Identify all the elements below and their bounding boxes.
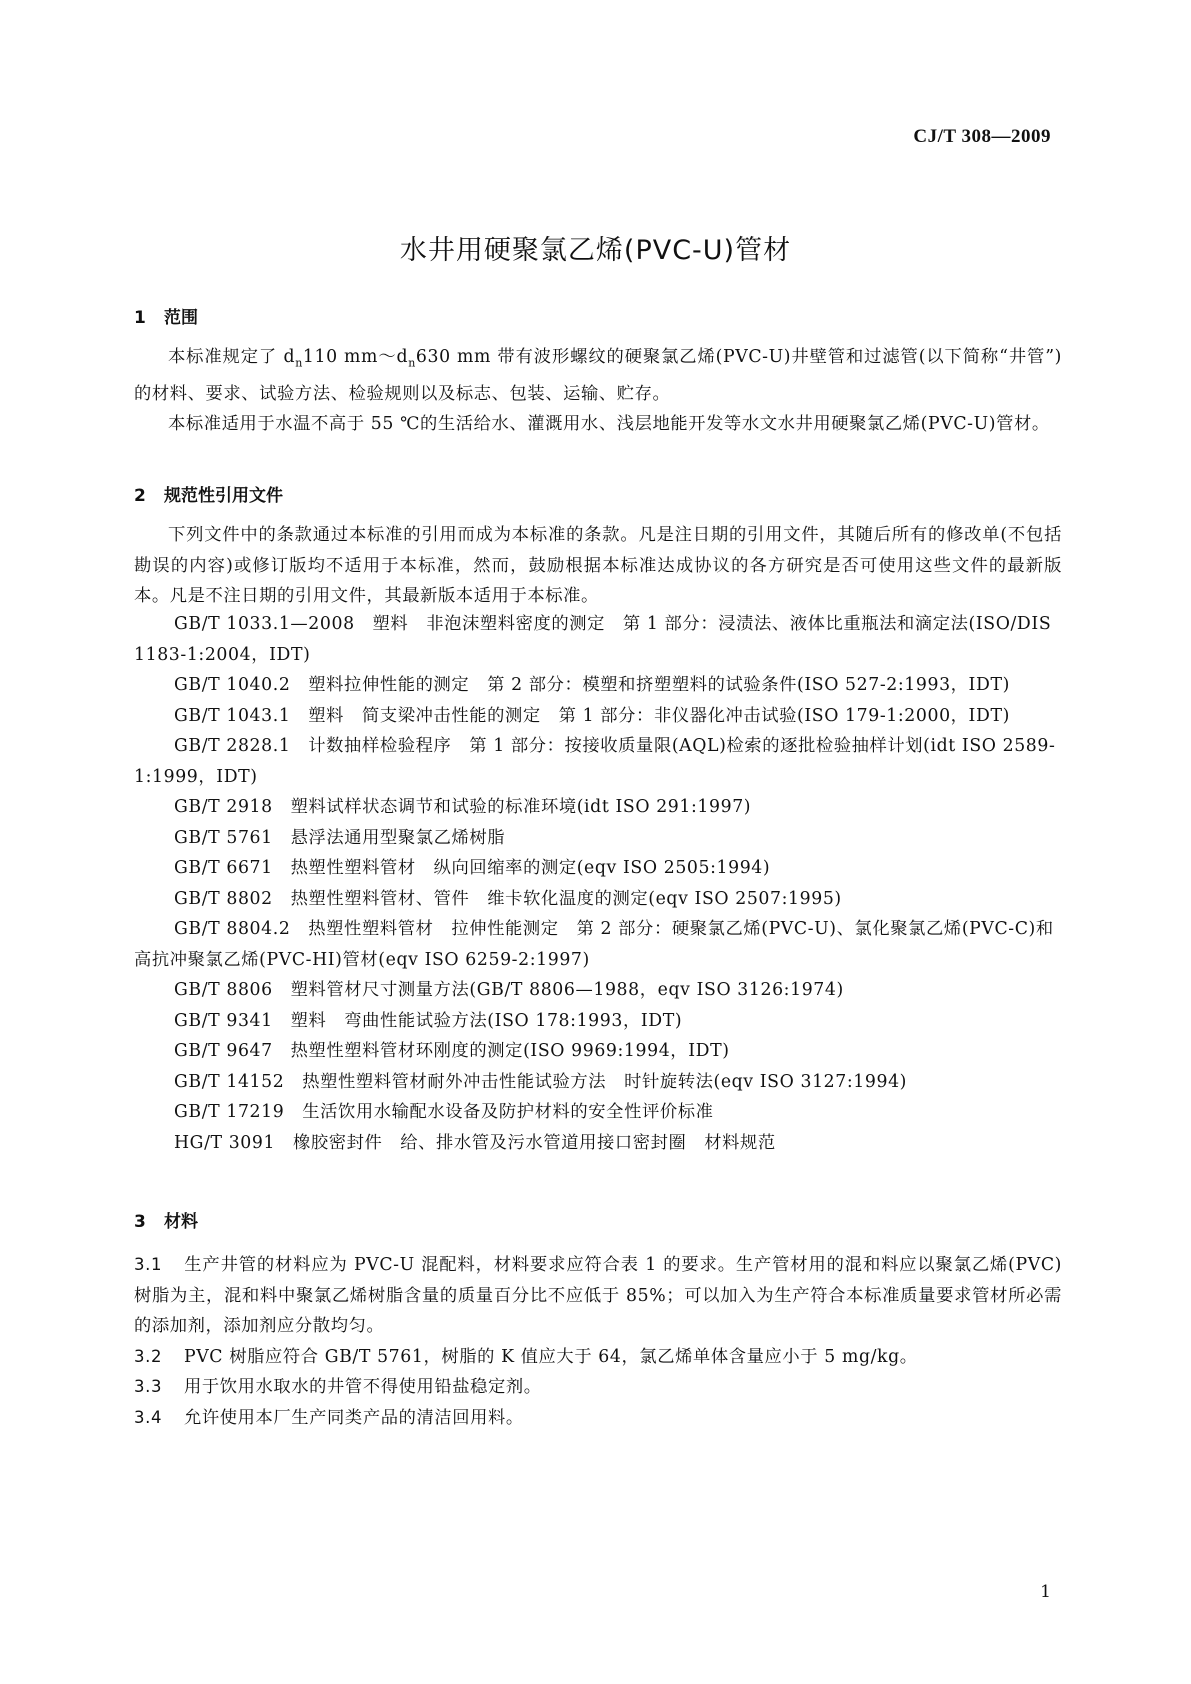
scope-text-part: 本标准规定了 d [168,347,296,367]
references-intro [134,520,1062,612]
clause-number: 3.1 [134,1255,163,1274]
section-title: 材料 [164,1212,198,1232]
document-title: 水井用硬聚氯乙烯(PVC-U)管材 [399,235,792,266]
reference-item: GB/T 8804.2 热塑性塑料管材 拉伸性能测定 第 2 部分：硬聚氯乙烯(PVC-U)、氯化聚氯乙烯(PVC-C)和高抗冲聚氯乙烯(PVC-HI)管材(eqv ISO 6259-2:1997) [134,919,1054,970]
clause-3-3 [134,1372,1062,1403]
scope-paragraph-2: 本标准适用于水温不高于 55 ℃的生活给水、灌溉用水、浅层地能开发等水文水井用硬聚氯乙烯(PVC-U)管材。 [168,414,1050,435]
references-intro-text: 下列文件中的条款通过本标准的引用而成为本标准的条款。凡是注日期的引用文件，其随后所有的修改单(不包括勘误的内容)或修订版均不适用于本标准，然而，鼓励根据本标准达成协议的各方研究是否可使用这些文件的最新版本。凡是不注日期的引用文件，其最新版本适用于本标准。 [134,525,1062,606]
scope-text-part: 630 mm 带有波形螺纹的硬聚氯乙烯(PVC-U)井壁管和过滤管(以下简称“井管”)的材料、要求、试验方法、检验规则以及标志、包装、运输、贮存。 [134,347,1062,404]
clause-text: 生产井管的材料应为 PVC-U 混配料，材料要求应符合表 1 的要求。生产管材用的混和料应以聚氯乙烯(PVC)树脂为主，混和料中聚氯乙烯树脂含量的质量百分比不应低于 85%；可以加入为生产符合本标准质量要求管材所必需的添加剂，添加剂应分散均匀。 [134,1255,1062,1336]
section-title: 规范性引用文件 [164,486,283,506]
section-heading-normative-references [134,482,1062,510]
reference-item: GB/T 5761 悬浮法通用型聚氯乙烯树脂 [174,827,506,848]
clause-number: 3.2 [134,1346,163,1366]
reference-item: GB/T 2918 塑料试样状态调节和试验的标准环境(idt ISO 291:1997) [174,797,752,817]
section-number: 2 [134,486,146,506]
reference-item: GB/T 6671 热塑性塑料管材 纵向回缩率的测定(eqv ISO 2505:1994) [174,858,771,878]
scope-text-part: 110 mm～d [302,347,409,367]
reference-item: GB/T 8802 热塑性塑料管材、管件 维卡软化温度的测定(eqv ISO 2507:1995) [174,888,842,909]
reference-item: GB/T 14152 热塑性塑料管材耐外冲击性能试验方法 时针旋转法(eqv ISO 3127:1994) [174,1071,908,1092]
subscript-n: n [295,356,303,370]
reference-item: GB/T 9341 塑料 弯曲性能试验方法(ISO 178:1993，IDT) [174,1010,683,1031]
scope-paragraph-1 [134,342,1062,409]
section-heading-materials [134,1208,1062,1236]
scope-body [134,342,1062,440]
page-number: 1 [1040,1582,1051,1602]
section-number: 3 [134,1212,146,1232]
clause-3-2 [134,1342,1062,1373]
clause-number: 3.4 [134,1407,163,1427]
section-title: 范围 [164,308,198,328]
clause-text: PVC 树脂应符合 GB/T 5761，树脂的 K 值应大于 64，氯乙烯单体含量应小于 5 mg/kg。 [184,1346,918,1367]
reference-item: GB/T 1043.1 塑料 简支梁冲击性能的测定 第 1 部分：非仪器化冲击试验(ISO 179-1:2000，IDT) [174,705,1010,726]
subscript-n: n [408,356,416,370]
materials-body [134,1250,1062,1433]
reference-list [134,609,1062,1158]
clause-text: 用于饮用水取水的井管不得使用铅盐稳定剂。 [184,1377,542,1397]
reference-item: GB/T 17219 生活饮用水输配水设备及防护材料的安全性评价标准 [174,1102,714,1122]
reference-item: GB/T 8806 塑料管材尺寸测量方法(GB/T 8806—1988，eqv ISO 3126:1974) [174,980,844,1000]
reference-item: GB/T 1040.2 塑料拉伸性能的测定 第 2 部分：模塑和挤塑塑料的试验条件(ISO 527-2:1993，IDT) [174,675,1010,695]
clause-3-4 [134,1403,1062,1434]
clause-3-1 [134,1250,1062,1342]
reference-item: GB/T 1033.1—2008 塑料 非泡沫塑料密度的测定 第 1 部分：浸渍法、液体比重瓶法和滴定法(ISO/DIS 1183-1:2004，IDT) [134,614,1052,665]
section-heading-scope [134,304,1062,332]
section-number: 1 [134,308,146,328]
reference-item: HG/T 3091 橡胶密封件 给、排水管及污水管道用接口密封圈 材料规范 [174,1132,776,1153]
reference-item: GB/T 2828.1 计数抽样检验程序 第 1 部分：按接收质量限(AQL)检索的逐批检验抽样计划(idt ISO 2589-1:1999，IDT) [134,736,1056,787]
standard-code: CJ/T 308—2009 [913,126,1051,147]
reference-item: GB/T 9647 热塑性塑料管材环刚度的测定(ISO 9969:1994，IDT) [174,1041,730,1061]
clause-text: 允许使用本厂生产同类产品的清洁回用料。 [184,1407,524,1428]
clause-number: 3.3 [134,1377,163,1396]
